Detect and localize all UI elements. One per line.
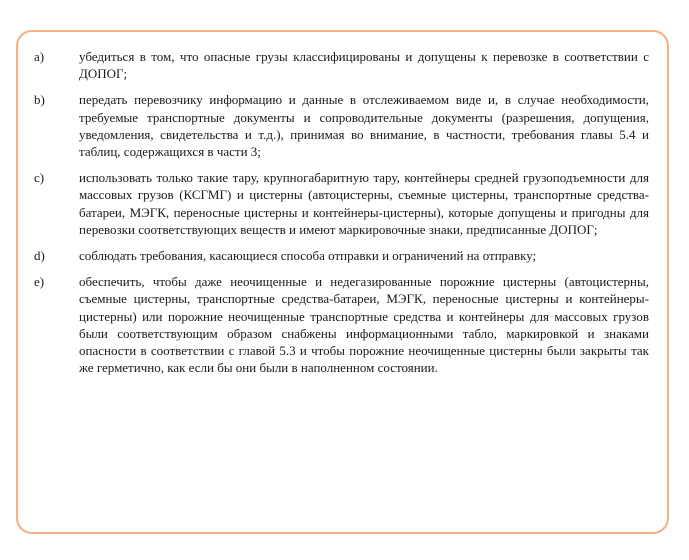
list-item-letter: e): [34, 274, 45, 290]
list-item-text: передать перевозчику информацию и данные в отслеживаемом виде и, в случае необходимости, требуемые транспортные документы и сопроводительные документы (разрешения, допущения, уведомления, свидетельства и т.д.), принимая во внимание, в частности, требования главы 5.4 и таблиц, содержащихся в части 3;: [79, 92, 649, 160]
list-item-a: [34, 48, 649, 82]
list-item-text: использовать только такие тару, крупногабаритную тару, контейнеры средней грузоподъемности для массовых грузов (КСГМГ) и цистерны (автоцистерны, съемные цистерны, транспортные средства-батареи, МЭГК, переносные цистерны и контейнеры-цистерны), которые допущены и пригодны для перевозки соответствующих веществ и имеют маркировочные знаки, предписанные ДОПОГ;: [79, 170, 649, 237]
list-item-letter: d): [34, 248, 45, 264]
list-item-b: [34, 91, 649, 160]
list-item-text: убедиться в том, что опасные грузы классифицированы и допущены к перевозке в соответствии с ДОПОГ;: [79, 49, 649, 82]
obligations-list: [34, 48, 649, 376]
list-item-letter: c): [34, 170, 45, 186]
list-item-letter: b): [34, 92, 45, 108]
list-item-text: обеспечить, чтобы даже неочищенные и недегазированные порожние цистерны (автоцистерны, съемные цистерны, транспортные средства-батареи, МЭГК, переносные цистерны и контейнеры-цистерны) или порожние неочищенные транспортные средства и контейнеры для массовых грузов были соответствующим образом снабжены информационными табло, маркировкой и знаками опасности в соответствии с главой 5.3 и чтобы порожние неочищенные цистерны были закрыты так же герметично, как если бы они были в наполненном состоянии.: [79, 274, 649, 376]
list-item-c: [34, 169, 649, 238]
list-item-e: [34, 273, 649, 376]
list-item-text: соблюдать требования, касающиеся способа отправки и ограничений на отправку;: [79, 248, 537, 264]
list-item-d: [34, 247, 649, 264]
list-item-letter: a): [34, 49, 45, 64]
